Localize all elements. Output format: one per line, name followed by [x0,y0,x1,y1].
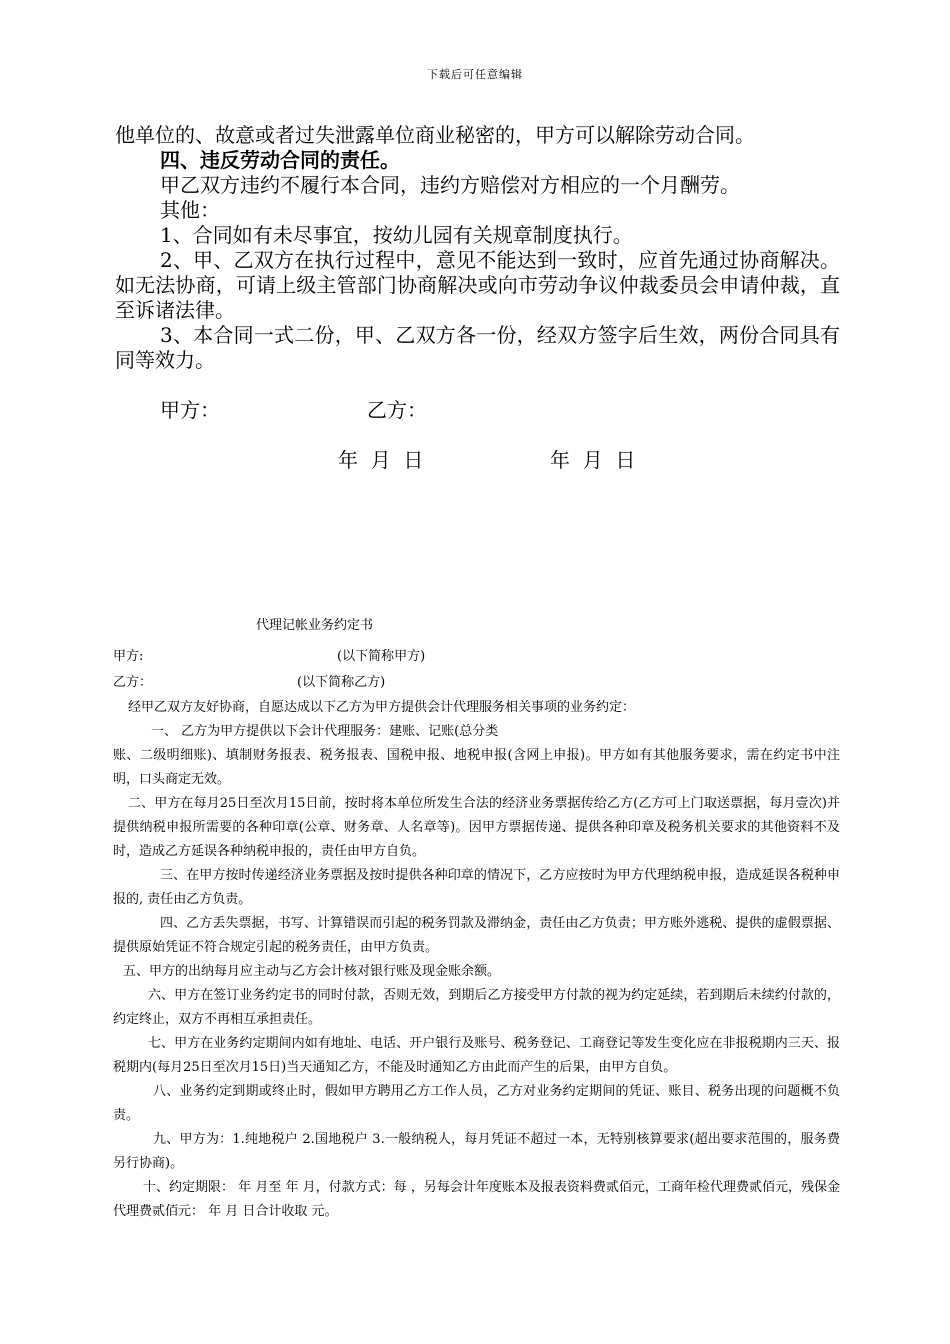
clause-10: 十、约定期限： 年 月至 年 月，付款方式：每 ，另每会计年度账本及报表资料费贰佰元，工商年检代理费贰佰元，残保金代理费贰佰元： 年 月 日合计收取 元。 [113,1180,840,1219]
clause-8: 八、业务约定到期或终止时，假如甲方聘用乙方工作人员，乙方对业务约定期间的凭证、账目、税务出现的问题概不负责。 [113,1084,840,1123]
other-item-3: 3、本合同一式二份，甲、乙双方各一份，经双方签字后生效，两份合同具有同等效力。 [115,323,840,372]
clause-1-line-1: 一、 乙方为甲方提供以下会计代理服务：建账、记账(总分类 [151,724,499,739]
other-item-1: 1、合同如有未尽事宜，按幼儿园有关规章制度执行。 [160,223,633,247]
clause-1-line-2: 账、二级明细账)、填制财务报表、税务报表、国税申报、地税申报(含网上申报)。甲方如有其他服务要求，需在约定书中注明，口头商定无效。 [113,748,840,787]
agreement-body [113,696,840,1224]
clause-4: 四、乙方丢失票据，书写、计算错误而引起的税务罚款及滞纳金，责任由乙方负责；甲方账外逃税、提供的虚假票据、提供原始凭证不符合规定引起的税务责任，由甲方负责。 [113,916,840,955]
contract-body [115,123,840,373]
agreement-title: 代理记帐业务约定书 [256,618,374,633]
clause-3: 三、在甲方按时传递经济业务票据及按时提供各种印章的情况下，乙方应按时为甲方代理纳税申报，造成延误各税种申报的, 责任由乙方负责。 [113,868,840,907]
signature-date-a: 年 月 日 [338,448,424,472]
page-header: 下载后可任意编辑 [427,68,523,81]
clause-2: 二、甲方在每月25日至次月15日前，按时将本单位所发生合法的经济业务票据传给乙方(乙方可上门取送票据，每月壹次)并提供纳税申报所需要的各种印章(公章、财务章、人名章等)。因甲方票据传递、提供各种印章及税务机关要求的其他资料不及时，造成乙方延误各种纳税申报的，责任由甲方自负。 [113,796,840,859]
paragraph-liability: 甲乙双方违约不履行本合同，违约方赔偿对方相应的一个月酬劳。 [160,173,740,197]
section-heading-liability: 四、违反劳动合同的责任。 [160,148,400,172]
signature-date-b: 年 月 日 [550,448,636,472]
clause-7: 七、甲方在业务约定期间内如有地址、电话、开户银行及账号、税务登记、工商登记等发生变化应在非报税期内三天、报税期内(每月25日至次月15日)当天通知乙方，不能及时通知乙方由此而产生的后果，由甲方自负。 [113,1036,840,1075]
agreement-intro: 经甲乙双方友好协商，自愿达成以下乙方为甲方提供会计代理服务相关事项的业务约定： [128,700,636,715]
agreement-party-a-note: (以下简称甲方) [337,649,426,664]
agreement-party-b-label: 乙方： [113,675,153,690]
clause-5: 五、甲方的出纳每月应主动与乙方会计核对银行账及现金账余额。 [123,964,501,979]
paragraph-confidentiality: 他单位的、故意或者过失泄露单位商业秘密的，甲方可以解除劳动合同。 [115,123,755,147]
clause-6: 六、甲方在签订业务约定书的同时付款，否则无效，到期后乙方接受甲方付款的视为约定延续，若到期后未续约付款的，约定终止，双方不再相互承担责任。 [113,988,840,1027]
clause-9: 九、甲方为：1.纯地税户 2.国地税户 3.一般纳税人，每月凭证不超过一本，无特别核算要求(超出要求范围的，服务费另行协商)。 [113,1132,840,1171]
signature-party-a: 甲方： [160,398,220,422]
other-heading: 其他： [160,198,220,222]
agreement-party-b-note: (以下简称乙方) [297,675,386,690]
signature-party-b: 乙方： [367,398,427,422]
other-item-2: 2、甲、乙双方在执行过程中，意见不能达到一致时，应首先通过协商解决。如无法协商，可请上级主管部门协商解决或向市劳动争议仲裁委员会申请仲裁，直至诉诸法律。 [115,248,840,322]
agreement-party-a-label: 甲方: [113,649,144,664]
